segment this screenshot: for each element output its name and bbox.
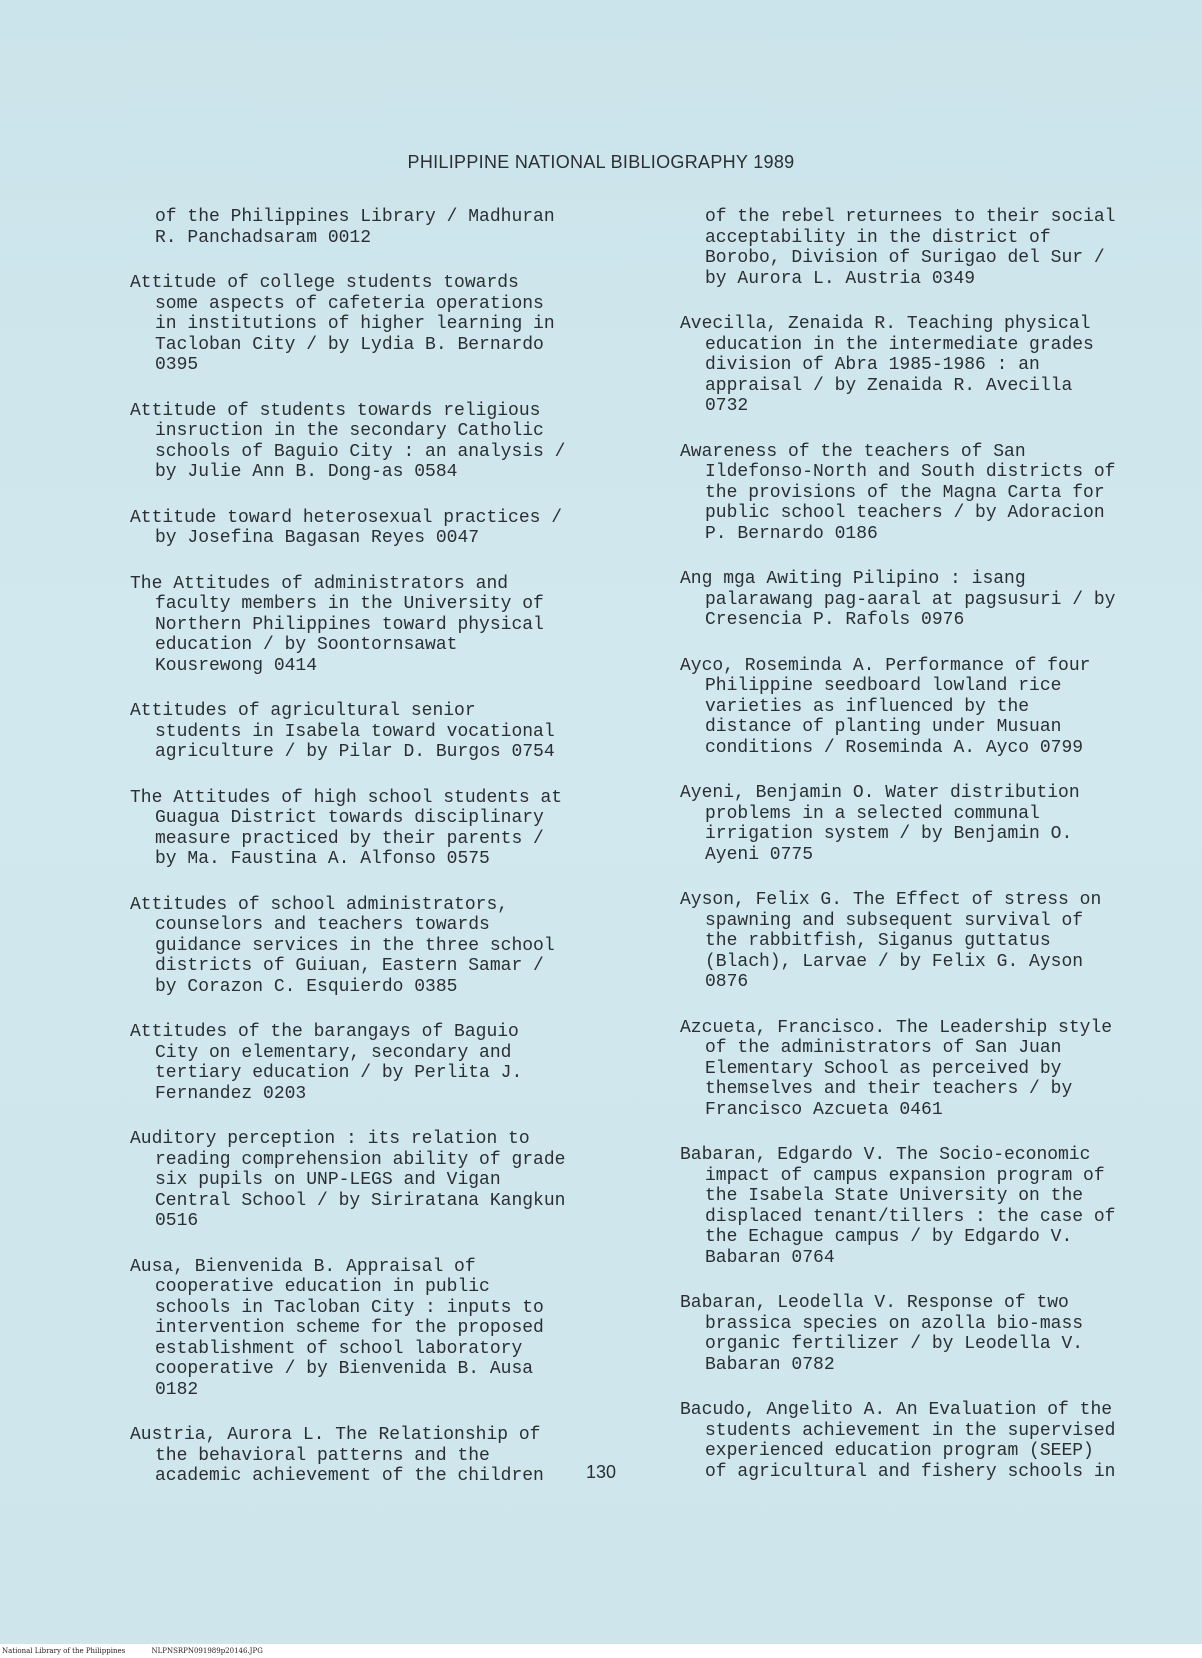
footer-library: National Library of the Philippines <box>2 1647 126 1655</box>
bibliography-entry: Attitudes of agricultural senior students in Isabela toward vocational agriculture / by Pilar D. Burgos 0754 <box>130 701 555 762</box>
bibliography-entry: Babaran, Leodella V. Response of two brassica species on azolla bio-mass organic fertilizer / by Leodella V. Babaran 0782 <box>680 1293 1084 1375</box>
bibliography-entry: Attitudes of the barangays of Baguio City on elementary, secondary and tertiary education / by Perlita J. Fernandez 0203 <box>130 1022 523 1104</box>
bibliography-entry: Ayco, Roseminda A. Performance of four Philippine seedboard lowland rice varieties as influenced by the distance of planting under Musuan conditions / Roseminda A. Ayco 0799 <box>680 655 1091 758</box>
bibliography-entry: Avecilla, Zenaida R. Teaching physical education in the intermediate grades division of Abra 1985-1986 : an appraisal / by Zenaida R. Avecilla 0732 <box>680 314 1094 416</box>
page-header: PHILIPPINE NATIONAL BIBLIOGRAPHY 1989 <box>407 152 795 172</box>
bibliography-entry: Babaran, Edgardo V. The Socio-economic impact of campus expansion program of the Isabela State University on the displaced tenant/tillers : the case of the Echague campus / by Edgardo V. Babaran 0764 <box>680 1145 1116 1268</box>
bibliography-entry: Ausa, Bienvenida B. Appraisal of cooperative education in public schools in Tacloban City : inputs to intervention scheme for the proposed establishment of school laboratory cooperative / by Bienvenida B. Ausa 0182 <box>130 1256 544 1400</box>
scan-footer <box>0 1644 1202 1658</box>
continued-entry: of the rebel returnees to their social acceptability in the district of Borobo, Division of Surigao del Sur / by Aurora L. Austria 0349 <box>705 207 1116 289</box>
bibliography-entry: The Attitudes of high school students at Guagua District towards disciplinary measure practiced by their parents / by Ma. Faustina A. Alfonso 0575 <box>130 787 563 869</box>
footer-file: NLPNSRPN091989p20146.JPG <box>151 1647 263 1655</box>
right-column <box>680 207 1195 1507</box>
bibliography-entry: Attitude toward heterosexual practices / by Josefina Bagasan Reyes 0047 <box>130 507 563 548</box>
continued-entry: of the Philippines Library / Madhuran R. Panchadsaram 0012 <box>155 207 555 248</box>
bibliography-entry: Ayeni, Benjamin O. Water distribution problems in a selected communal irrigation system / by Benjamin O. Ayeni 0775 <box>680 783 1080 865</box>
bibliography-entry: Bacudo, Angelito A. An Evaluation of the students achievement in the supervised experienced education program (SEEP) of agricultural and fishery schools in <box>680 1400 1116 1482</box>
bibliography-entry: Austria, Aurora L. The Relationship of the behavioral patterns and the academic achievement of the children <box>130 1425 544 1486</box>
bibliography-entry: Awareness of the teachers of San Ildefonso-North and South districts of the provisions of the Magna Carta for public school teachers / by Adoracion P. Bernardo 0186 <box>680 441 1116 544</box>
page-number: 130 <box>585 1462 617 1482</box>
bibliography-entry: Attitudes of school administrators, counselors and teachers towards guidance services in the three school districts of Guiuan, Eastern Samar / by Corazon C. Esquierdo 0385 <box>130 894 555 997</box>
bibliography-entry: Ang mga Awiting Pilipino : isang palarawang pag-aaral at pagsusuri / by Cresencia P. Rafols 0976 <box>680 569 1116 630</box>
bibliography-entry: Attitude of students towards religious insruction in the secondary Catholic schools of Baguio City : an analysis / by Julie Ann B. Dong-as 0584 <box>130 400 566 482</box>
bibliography-entry: Azcueta, Francisco. The Leadership style of the administrators of San Juan Elementary School as perceived by themselves and their teachers / by Francisco Azcueta 0461 <box>680 1017 1113 1120</box>
bibliography-entry: Ayson, Felix G. The Effect of stress on spawning and subsequent survival of the rabbitfish, Siganus guttatus (Blach), Larvae / by Felix G. Ayson 0876 <box>680 890 1102 992</box>
bibliography-entry: Attitude of college students towards some aspects of cafeteria operations in institutions of higher learning in Tacloban City / by Lydia B. Bernardo 0395 <box>130 273 555 375</box>
left-column <box>130 207 650 1512</box>
bibliography-entry: The Attitudes of administrators and faculty members in the University of Northern Philippines toward physical education / by Soontornsawat Kousrewong 0414 <box>130 573 544 676</box>
bibliography-entry: Auditory perception : its relation to reading comprehension ability of grade six pupils on UNP-LEGS and Vigan Central School / by Siriratana Kangkun 0516 <box>130 1129 566 1231</box>
